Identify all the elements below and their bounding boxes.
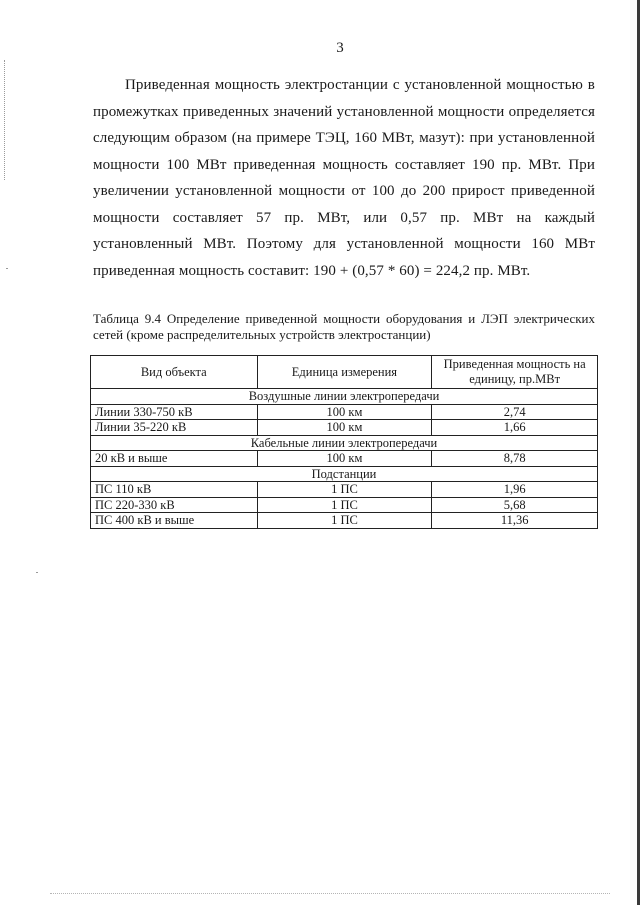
cell-object: ПС 110 кВ — [91, 482, 258, 498]
cell-value: 8,78 — [432, 451, 598, 467]
section-row — [91, 466, 598, 482]
cell-object: 20 кВ и выше — [91, 451, 258, 467]
header-object-type: Вид объекта — [91, 356, 258, 389]
scan-edge-bottom — [50, 893, 610, 895]
table-header-row — [91, 356, 598, 389]
table-caption: Таблица 9.4 Определение приведенной мощности оборудования и ЛЭП электрических сетей (кроме распределительных устройств электростанции) — [93, 311, 595, 342]
section-title: Воздушные линии электропередачи — [91, 389, 598, 405]
section-row — [91, 389, 598, 405]
cell-unit: 1 ПС — [257, 482, 432, 498]
page-number: 3 — [336, 40, 344, 56]
cell-unit: 1 ПС — [257, 497, 432, 513]
table-row — [91, 497, 598, 513]
header-reduced-power: Приведенная мощность на единицу, пр.МВт — [432, 356, 598, 389]
table-row — [91, 451, 598, 467]
cell-value: 11,36 — [432, 513, 598, 529]
table-row — [91, 513, 598, 529]
cell-unit: 1 ПС — [257, 513, 432, 529]
cell-object: ПС 400 кВ и выше — [91, 513, 258, 529]
cell-object: Линии 35-220 кВ — [91, 420, 258, 436]
section-title: Подстанции — [91, 466, 598, 482]
table-row — [91, 404, 598, 420]
data-table — [90, 355, 598, 529]
cell-value: 1,66 — [432, 420, 598, 436]
cell-value: 1,96 — [432, 482, 598, 498]
cell-object: ПС 220-330 кВ — [91, 497, 258, 513]
header-unit: Единица измерения — [257, 356, 432, 389]
section-title: Кабельные линии электропередачи — [91, 435, 598, 451]
section-row — [91, 435, 598, 451]
cell-value: 2,74 — [432, 404, 598, 420]
body-paragraph: Приведенная мощность электростанции с установленной мощностью в промежутках приведенных значений установленной мощности определяется следующим образом (на примере ТЭЦ, 160 МВт, мазут): при установленной мощности 100 МВт приведенная мощность составляет 190 пр. МВт. При увеличении установленной мощности от 100 до 200 прирост приведенной мощности составляет 57 пр. МВт, или 0,57 пр. МВт на каждый установленный МВт. Поэтому для установленной мощности 160 МВт приведенная мощность составит: 190 + (0,57 * 60) = 224,2 пр. МВт. — [93, 77, 595, 279]
cell-unit: 100 км — [257, 451, 432, 467]
cell-value: 5,68 — [432, 497, 598, 513]
scan-edge-left — [4, 60, 6, 180]
table-row — [91, 420, 598, 436]
cell-object: Линии 330-750 кВ — [91, 404, 258, 420]
cell-unit: 100 км — [257, 420, 432, 436]
table-row — [91, 482, 598, 498]
cell-unit: 100 км — [257, 404, 432, 420]
scan-speck — [36, 572, 38, 573]
scan-speck — [6, 268, 8, 269]
